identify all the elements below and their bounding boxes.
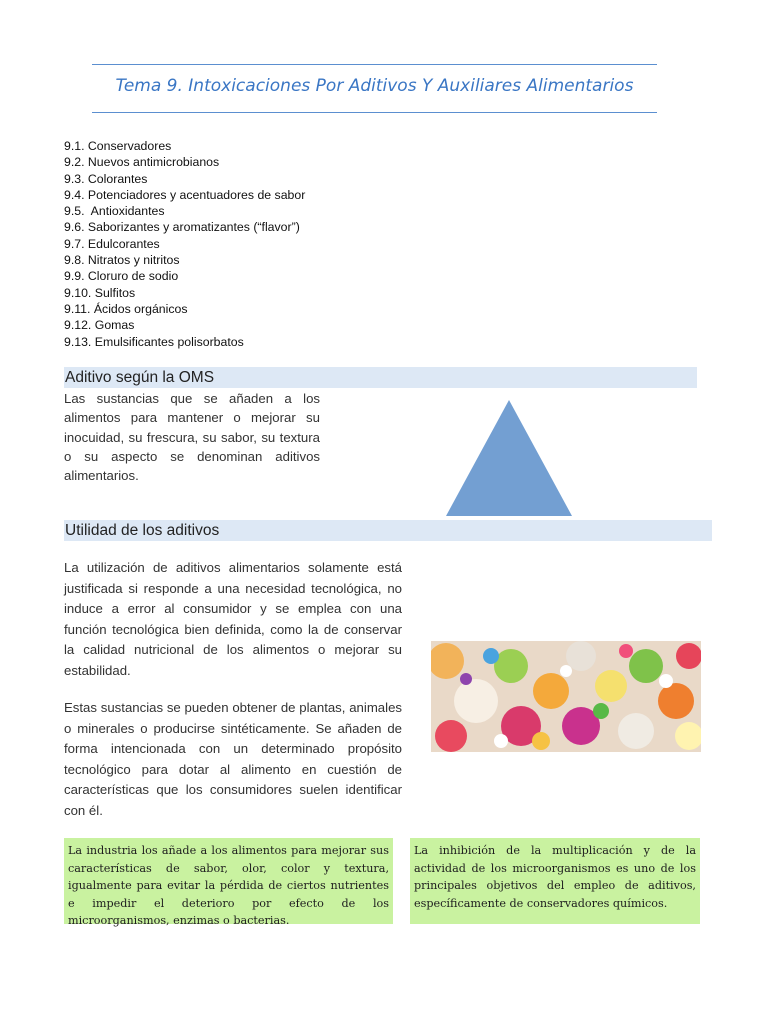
- toc-item: 9.2. Nuevos antimicrobianos: [64, 155, 220, 170]
- toc-item: 9.5. Antioxidantes: [64, 204, 165, 219]
- toc-item: 9.11. Ácidos orgánicos: [64, 301, 188, 316]
- oms-definition-text: Las sustancias que se añaden a los alimentos para mantener o mejorar su inocuidad, su frescura, su sabor, su textura o su aspecto se denominan aditivos alimentarios.: [64, 391, 320, 484]
- utilidad-paragraph-2: Estas sustancias se pueden obtener de plantas, animales o minerales o producirse sintéticamente. Se añaden de forma intencionada con un determinado propósito tecnológico para dotar al alimento en cuestión de características que los consumidores suelen identificar con él.: [64, 700, 402, 818]
- title-rule-top: [92, 64, 657, 65]
- toc-item: 9.3. Colorantes: [64, 171, 148, 186]
- toc-item: 9.8. Nitratos y nitritos: [64, 253, 180, 268]
- title-rule-bottom: [92, 112, 657, 113]
- toc-item: 9.4. Potenciadores y acentuadores de sabor: [64, 187, 306, 202]
- utilidad-section-heading: Utilidad de los aditivos: [64, 520, 712, 541]
- toc-item: 9.6. Saborizantes y aromatizantes (“flavor”): [64, 220, 300, 235]
- toc-item: 9.10. Sulfitos: [64, 285, 136, 300]
- table-of-contents: [64, 138, 305, 350]
- candy-photo: [431, 641, 701, 752]
- toc-item: 9.12. Gomas: [64, 318, 135, 333]
- toc-item: 9.9. Cloruro de sodio: [64, 269, 179, 284]
- note-industry: La industria los añade a los alimentos para mejorar sus características de sabor, olor, color y textura, igualmente para evitar la pérdida de ciertos nutrientes e impedir el deterioro por efecto de los microorganismos, enzimas o bacterias.: [64, 838, 393, 924]
- page-title: Tema 9. Intoxicaciones Por Aditivos Y Auxiliares Alimentarios: [115, 76, 634, 96]
- utilidad-paragraph-1: La utilización de aditivos alimentarios solamente está justificada si responde a una necesidad tecnológica, no induce a error al consumidor y se emplea con una función tecnológica bien definida, como la de conservar la calidad nutricional de los alimentos o mejorar su estabilidad.: [64, 560, 402, 678]
- toc-item: 9.13. Emulsificantes polisorbatos: [64, 334, 244, 349]
- toc-item: 9.7. Edulcorantes: [64, 236, 160, 251]
- oms-section-heading: Aditivo según la OMS: [64, 367, 697, 388]
- note-inhibition: La inhibición de la multiplicación y de la actividad de los microorganismos es uno de los principales objetivos del empleo de aditivos, específicamente de conservadores químicos.: [410, 838, 700, 924]
- triangle-graphic: [446, 400, 572, 516]
- toc-item: 9.1. Conservadores: [64, 139, 172, 153]
